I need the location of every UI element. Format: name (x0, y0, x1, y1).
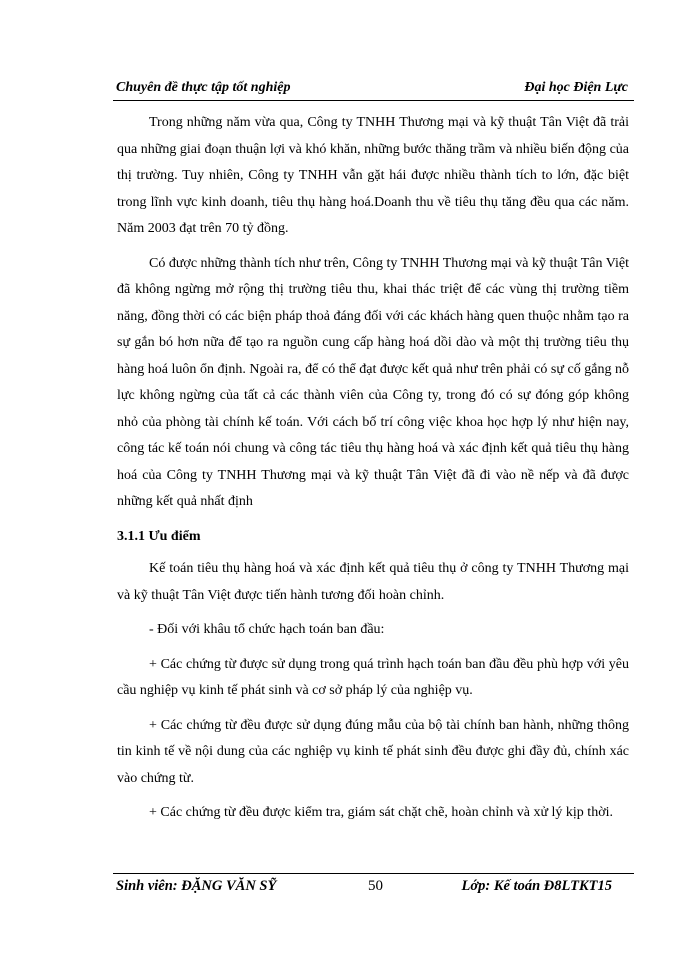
section-heading: 3.1.1 Ưu điểm (117, 528, 201, 544)
paragraph-documents-suitable: + Các chứng từ được sử dụng trong quá trình hạch toán ban đầu đều phù hợp với yêu cầu nghiệp vụ kinh tế phát sinh và cơ sở pháp lý của nghiệp vụ. (117, 656, 629, 698)
header-thesis-title: Chuyên đề thực tập tốt nghiệp (116, 80, 291, 95)
footer-class: Lớp: Kế toán Đ8LTKT15 (461, 878, 612, 894)
footer-student-name: Sinh viên: ĐẶNG VĂN SỸ (116, 878, 277, 894)
page-number: 50 (368, 878, 383, 894)
page-header (113, 78, 634, 101)
paragraph-documents-standard: + Các chứng từ đều được sử dụng đúng mẫu của bộ tài chính ban hành, những thông tin kinh tế về nội dung của các nghiệp vụ kinh tế phát sinh đều được ghi đầy đủ, chính xác vào chứng từ. (117, 717, 629, 786)
paragraph-documents-checked: + Các chứng từ đều được kiểm tra, giám sát chặt chẽ, hoàn chỉnh và xử lý kịp thời. (149, 805, 613, 820)
paragraph-initial-accounting: - Đối với khâu tổ chức hạch toán ban đầu: (149, 622, 385, 637)
paragraph-advantages: Kế toán tiêu thụ hàng hoá và xác định kết quả tiêu thụ ở công ty TNHH Thương mại và kỹ thuật Tân Việt được tiến hành tương đối hoàn chỉnh. (117, 561, 629, 603)
paragraph-intro: Trong những năm vừa qua, Công ty TNHH Thương mại và kỹ thuật Tân Việt đã trải qua những giai đoạn thuận lợi và khó khăn, những bước thăng trầm và nhiều biến động của thị trường. Tuy nhiên, Công ty TNHH vẫn gặt hái được nhiều thành tích to lớn, đặc biệt trong lĩnh vực kinh doanh, tiêu thụ hàng hoá.Doanh thu về tiêu thụ tăng đều qua các năm. Năm 2003 đạt trên 70 tỷ đồng. (117, 115, 629, 236)
footer-divider (113, 873, 634, 874)
header-university: Đại học Điện Lực (524, 80, 628, 95)
page-footer (113, 878, 634, 902)
paragraph-achievements: Có được những thành tích như trên, Công ty TNHH Thương mại và kỹ thuật Tân Việt đã không ngừng mở rộng thị trường tiêu thu, khai thác triệt để các vùng thị trường tiềm năng, đồng thời có các biện pháp thoả đáng đối với các khách hàng quen thuộc nhằm tạo ra sự gắn bó hơn nữa để tạo ra nguồn cung cấp hàng hoá dồi dào và một thị trường tiêu thụ hàng hoá luôn ổn định. Ngoài ra, để có thể đạt được kết quả như trên phải có sự cố gắng nỗ lực không ngừng của tất cả các thành viên của Công ty, trong đó có sự đóng góp không nhỏ của phòng tài chính kế toán. Với cách bố trí công việc khoa học hợp lý như hiện nay, công tác kế toán nói chung và công tác tiêu thụ hàng hoá và xác định kết quả tiêu thụ hàng hoá của Công ty TNHH Thương mại và kỹ thuật Tân Việt đã đi vào nề nếp và đã được những kết quả nhất định (117, 255, 629, 509)
document-body (117, 110, 629, 835)
